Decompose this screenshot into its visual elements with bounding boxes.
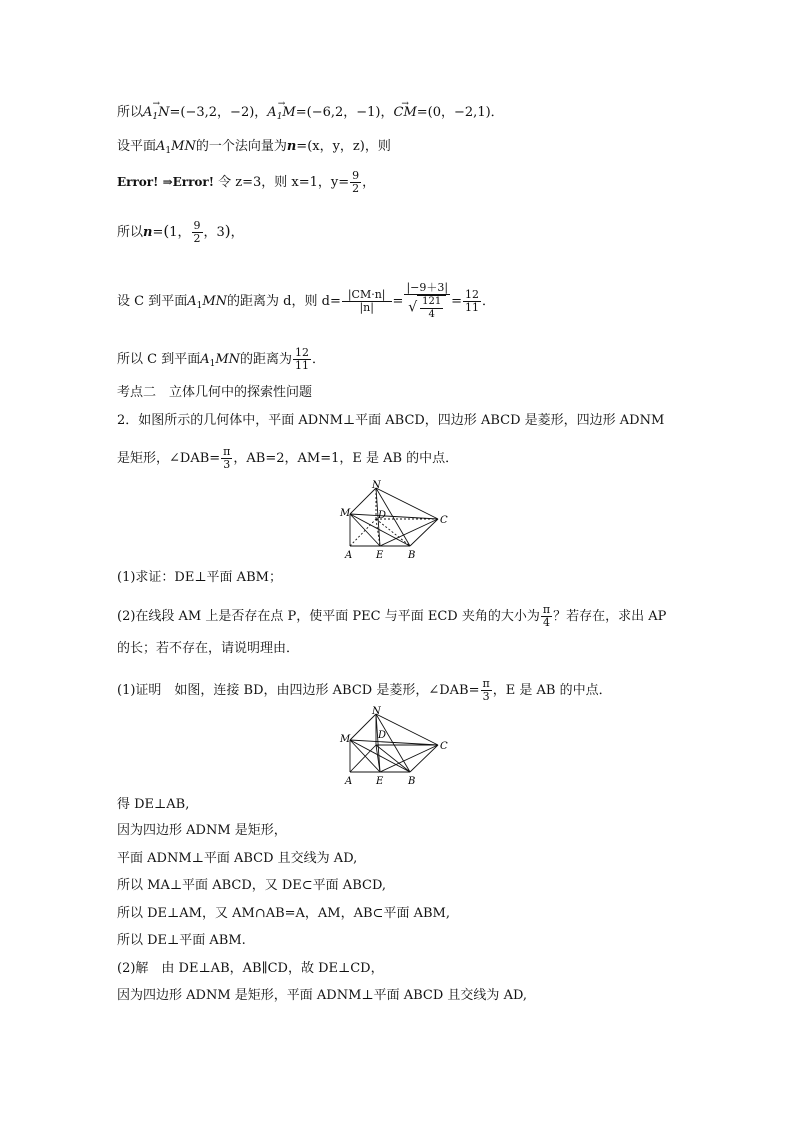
solution-line-2: 因为四边形 ADNM 是矩形，平面 ADNM⊥平面 ABCD 且交线为 AD, bbox=[117, 988, 528, 1003]
subquestion-1: (1)求证：DE⊥平面 ABM； bbox=[117, 570, 282, 585]
label-a: A bbox=[345, 776, 353, 787]
text: 令 z=3，则 x=1，y= bbox=[218, 175, 350, 190]
line-n-value bbox=[117, 220, 244, 245]
label-c: C bbox=[440, 741, 448, 752]
text: ， bbox=[230, 225, 244, 240]
text: MN bbox=[202, 294, 228, 309]
text: 所以 bbox=[117, 225, 144, 240]
fraction-cmn: $\frac{|CM\cdot n|}{|n|}$ bbox=[342, 289, 392, 314]
text: A bbox=[200, 352, 210, 367]
text: MN bbox=[215, 352, 241, 367]
line-vectors bbox=[117, 104, 504, 126]
fraction: $\frac{9}{2}$ bbox=[352, 169, 360, 195]
line-normal-vector bbox=[117, 138, 391, 160]
error-text: Error! ⇒Error! bbox=[117, 175, 215, 189]
text: 1 bbox=[196, 301, 203, 311]
proof-line-2: 因为四边形 ADNM 是矩形， bbox=[117, 823, 287, 838]
text: = bbox=[451, 294, 462, 309]
label-b: B bbox=[408, 550, 416, 561]
geometry-figure-2 bbox=[338, 706, 453, 788]
text: = bbox=[392, 294, 404, 309]
label-e: E bbox=[376, 776, 384, 787]
label-c: C bbox=[440, 515, 448, 526]
text: 的距离为 d，则 d= bbox=[227, 294, 341, 309]
geometry-figure-1 bbox=[338, 480, 453, 562]
label-n: N bbox=[372, 480, 381, 491]
vector-cm: → CM bbox=[394, 104, 417, 122]
text: ，AB=2，AM=1，E 是 AB 的中点． bbox=[233, 451, 459, 466]
text: A bbox=[156, 139, 166, 154]
text: 1， bbox=[169, 225, 191, 240]
text: 设平面 bbox=[117, 139, 157, 154]
text: 1 bbox=[209, 359, 216, 369]
label-b: B bbox=[408, 776, 416, 787]
label-n: N bbox=[372, 706, 381, 717]
line-error-solve bbox=[117, 170, 375, 195]
proof-start bbox=[117, 678, 612, 703]
text: n bbox=[286, 139, 297, 154]
fraction: $\frac{\pi}{4}$ bbox=[542, 603, 551, 629]
text: =(−3,2，−2)， bbox=[169, 105, 268, 120]
label-a: A bbox=[345, 550, 353, 561]
text: A bbox=[187, 294, 197, 309]
paren-close: ) bbox=[224, 222, 231, 240]
fraction: $\frac{\pi}{3}$ bbox=[223, 445, 231, 471]
text: =(−6,2，−1)， bbox=[295, 105, 394, 120]
label-e: E bbox=[376, 550, 384, 561]
text: =(x，y，z)，则 bbox=[296, 139, 391, 154]
text: ，3 bbox=[203, 225, 225, 240]
text: ． bbox=[481, 294, 495, 309]
text: (2)在线段 AM 上是否存在点 P，使平面 PEC 与平面 ECD 夹角的大小为 bbox=[117, 609, 540, 624]
text: (1)证明 如图，连接 BD，由四边形 ABCD 是菱形，∠DAB= bbox=[117, 683, 480, 698]
problem-conditions bbox=[117, 446, 458, 471]
text: 所以 bbox=[117, 105, 144, 120]
text: MN bbox=[171, 139, 196, 154]
label-d: D bbox=[378, 510, 387, 521]
text: ？若存在，求出 AP bbox=[553, 609, 667, 624]
paren-open: ( bbox=[163, 222, 170, 240]
text: ， bbox=[362, 175, 376, 190]
text: n bbox=[143, 225, 153, 240]
proof-line-1: 得 DE⊥AB, bbox=[117, 797, 190, 812]
sqrt-denominator: √ $\frac{121}{4}$ bbox=[404, 295, 450, 321]
text: 1 bbox=[165, 146, 172, 156]
vector-a1m: → $A_1M$ bbox=[267, 104, 295, 126]
fraction: $\frac{\pi}{3}$ bbox=[482, 677, 490, 703]
problem-statement: 2．如图所示的几何体中，平面 ADNM⊥平面 ABCD，四边形 ABCD 是菱形，四边形 ADNM bbox=[117, 413, 665, 428]
vector-a1n: → $A_1N$ bbox=[143, 104, 170, 126]
text: 设 C 到平面 bbox=[117, 294, 188, 309]
subquestion-2 bbox=[117, 604, 666, 629]
proof-line-4: 所以 MA⊥平面 ABCD，又 DE⊂平面 ABCD, bbox=[117, 878, 387, 893]
fraction: $\frac{12}{11}$ bbox=[464, 288, 479, 314]
line-distance-result bbox=[117, 347, 325, 373]
label-m: M bbox=[340, 508, 351, 519]
proof-line-5: 所以 DE⊥AM，又 AM∩AB=A，AM，AB⊂平面 ABM, bbox=[117, 906, 450, 921]
text: 所以 C 到平面 bbox=[117, 352, 201, 367]
fraction: $\frac{12}{11}$ bbox=[295, 346, 310, 372]
fraction: $\frac{9}{2}$ bbox=[193, 219, 201, 245]
text: 的一个法向量为 bbox=[195, 139, 287, 154]
text: = bbox=[152, 225, 164, 240]
proof-line-6: 所以 DE⊥平面 ABM. bbox=[117, 933, 246, 948]
line-distance-formula bbox=[117, 282, 495, 321]
text: 的距离为 bbox=[240, 352, 293, 367]
solution-line-1: (2)解 由 DE⊥AB，AB∥CD，故 DE⊥CD， bbox=[117, 961, 384, 976]
fraction-value: |−9＋3| √ $\frac{121}{4}$ bbox=[406, 281, 449, 320]
text: ． bbox=[312, 352, 326, 367]
text: ，E 是 AB 的中点． bbox=[492, 683, 612, 698]
text: 是矩形，∠DAB= bbox=[117, 451, 221, 466]
label-m: M bbox=[340, 734, 351, 745]
text: =(0，−2,1)． bbox=[416, 105, 504, 120]
label-d: D bbox=[378, 730, 387, 741]
proof-line-3: 平面 ADNM⊥平面 ABCD 且交线为 AD, bbox=[117, 851, 358, 866]
section-heading: 考点二 立体几何中的探索性问题 bbox=[117, 385, 313, 400]
subquestion-2-cont: 的长；若不存在，请说明理由． bbox=[117, 641, 300, 656]
